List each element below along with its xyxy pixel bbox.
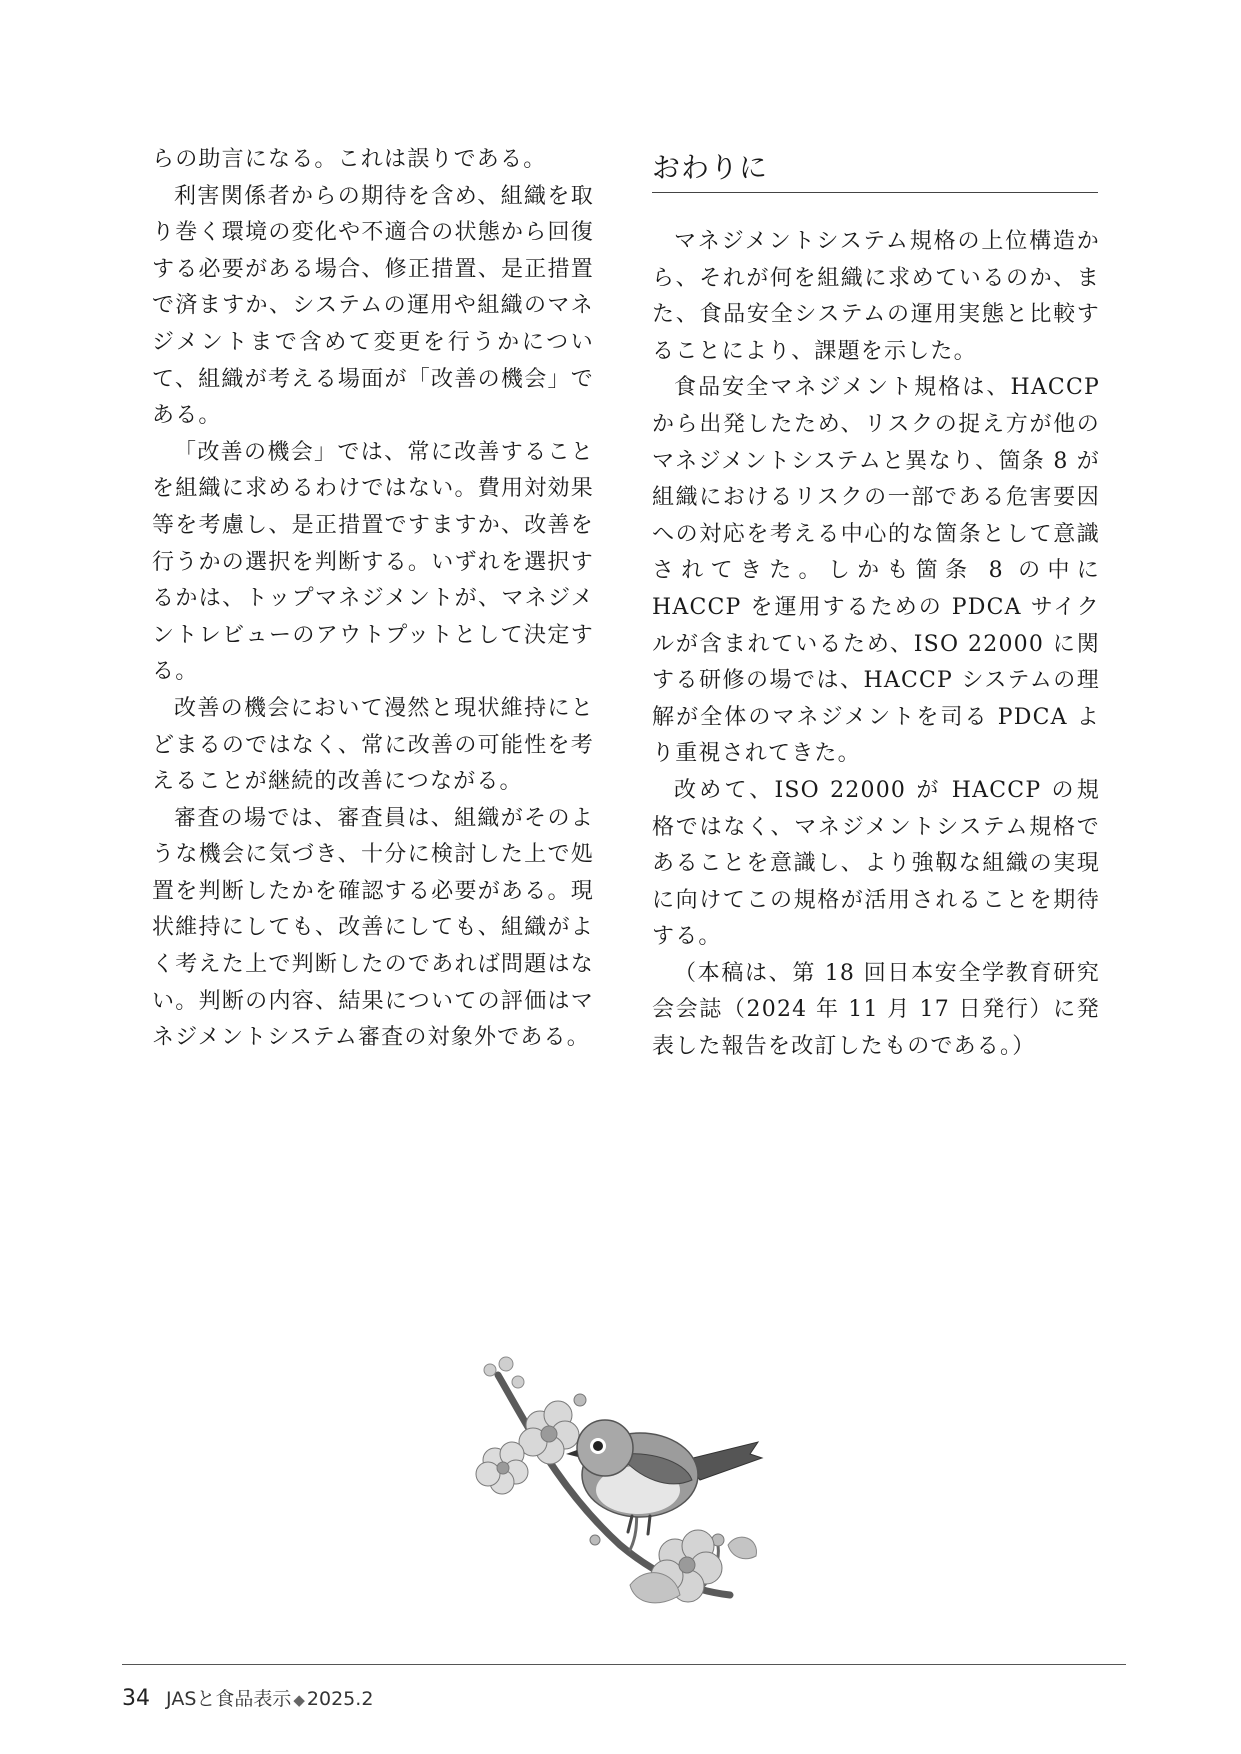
paragraph: らの助言になる。これは誤りである。 xyxy=(152,147,547,172)
paragraph: マネジメントシステム規格の上位構造から、それが何を組織に求めているのか、また、食品安全システムの運用実態と比較することにより、課題を示した。 xyxy=(652,229,1100,364)
plum-blossom xyxy=(476,1442,528,1494)
footer-rule xyxy=(122,1664,1126,1665)
section-heading: おわりに xyxy=(652,146,1098,193)
left-column xyxy=(152,142,594,1057)
right-column xyxy=(652,224,1100,1066)
paragraph: （本稿は、第 18 回日本安全学教育研究会会誌（2024 年 11 月 17 日発行）に発表した報告を改訂したものである。） xyxy=(652,960,1100,1060)
paragraph: 審査の場では、審査員は、組織がそのような機会に気づき、十分に検討した上で処置を判断したかを確認する必要がある。現状維持にしても、改善にしても、組織がよく考えた上で判断したのであれば問題はない。判断の内容、結果についての評価はマネジメントシステム審査の対象外である。 xyxy=(152,805,594,1051)
publication-title: JASと食品表示 xyxy=(166,1688,292,1710)
paragraph: 食品安全マネジメント規格は、HACCP から出発したため、リスクの捉え方が他のマネジメントシステムと異なり、箇条 8 が組織におけるリスクの一部である危害要因への対応を考える中心的な箇条として意識されてきた。しかも箇条 8 の中に HACCP を運用するための PDCA サイクルが含まれているため、ISO 22000 に関する研修の場では、HACCP システムの理解が全体のマネジメントを司る PDCA より重視されてきた。 xyxy=(652,375,1100,767)
paragraph: 「改善の機会」では、常に改善することを組織に求めるわけではない。費用対効果等を考慮し、是正措置ですますか、改善を行うかの選択を判断する。いずれを選択するかは、トップマネジメントが、マネジメントレビューのアウトプットとして決定する。 xyxy=(152,439,594,685)
page-footer xyxy=(122,1684,373,1711)
paragraph: 改めて、ISO 22000 が HACCP の規格ではなく、マネジメントシステム規格であることを意識し、より強靱な組織の実現に向けてこの規格が活用されることを期待する。 xyxy=(652,777,1100,950)
issue-date: 2025.2 xyxy=(306,1688,374,1710)
bird-on-plum-branch-illustration xyxy=(470,1350,810,1620)
paragraph: 利害関係者からの期待を含め、組織を取り巻く環境の変化や不適合の状態から回復する必要がある場合、修正措置、是正措置で済ますか、システムの運用や組織のマネジメントまで含めて変更を行うかについて、組織が考える場面が「改善の機会」である。 xyxy=(152,183,594,429)
page-number: 34 xyxy=(122,1686,150,1711)
paragraph: 改善の機会において漫然と現状維持にとどまるのではなく、常に改善の可能性を考えることが継続的改善につながる。 xyxy=(152,695,594,795)
diamond-icon: ◆ xyxy=(293,1691,305,1709)
